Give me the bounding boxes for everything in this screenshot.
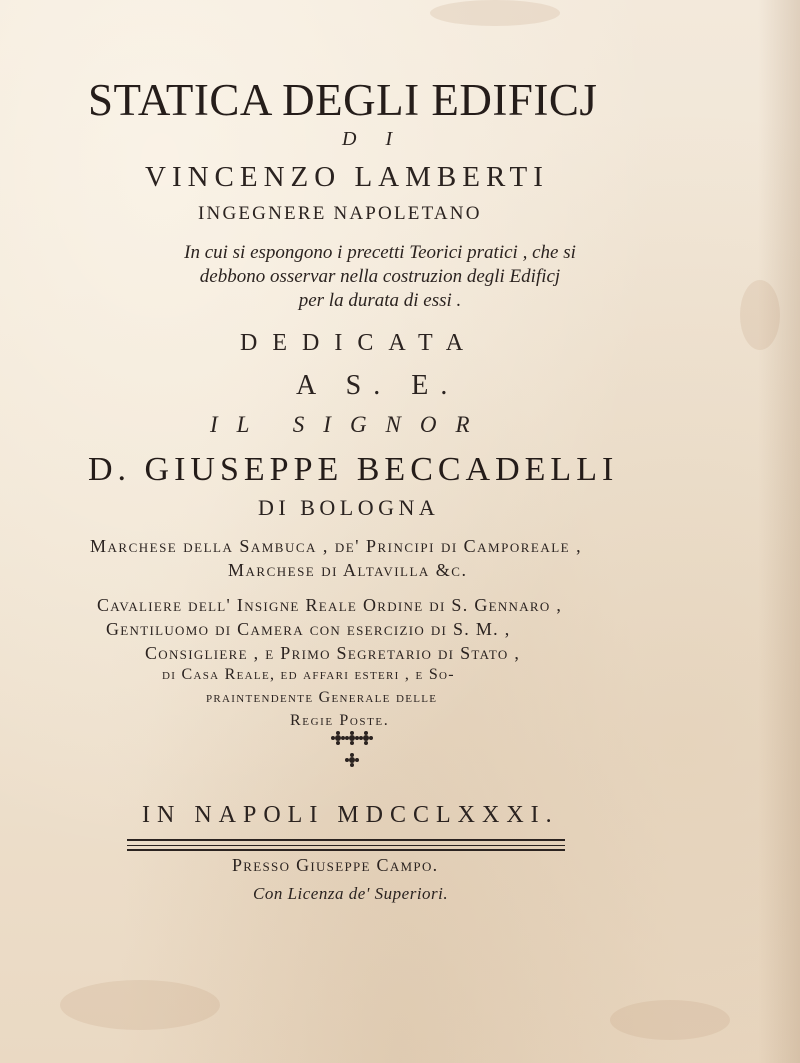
paper-stain xyxy=(430,0,560,26)
divider-rule xyxy=(127,845,565,846)
title-line: Marchese della Sambuca , de' Principi di Camporeale , xyxy=(90,536,583,556)
divider-rule xyxy=(127,839,565,841)
title-line: Consigliere , e Primo Segretario di Stato , xyxy=(145,643,521,663)
dedicatee-origin: DI BOLOGNA xyxy=(258,495,440,520)
paper-stain xyxy=(60,980,220,1030)
by-word: D I xyxy=(342,128,405,150)
divider-rule xyxy=(127,849,565,851)
title-line: Marchese di Altavilla &c. xyxy=(228,560,468,580)
author-profession: INGEGNERE NAPOLETANO xyxy=(198,203,482,224)
printers-ornament xyxy=(0,728,800,778)
imprint-city-date: IN NAPOLI MDCCLXXXI. xyxy=(142,802,559,828)
book-title: STATICA DEGLI EDIFICJ xyxy=(88,75,598,125)
author-name: VINCENZO LAMBERTI xyxy=(145,161,549,193)
title-line: Cavaliere dell' Insigne Reale Ordine di S. Gennaro , xyxy=(97,595,563,615)
paper-stain xyxy=(610,1000,730,1040)
title-line: praintendente Generale delle xyxy=(206,689,438,706)
printer-name: Presso Giuseppe Campo. xyxy=(232,855,439,875)
dedication-heading: DEDICATA xyxy=(240,330,479,356)
description-line: debbono osservar nella costruzion degli Edificj xyxy=(199,266,561,287)
honorific: A S. E. xyxy=(296,370,460,401)
fleuron-icon xyxy=(331,731,373,767)
description-line: per la durata di essi . xyxy=(298,290,462,311)
signor-line: IL SIGNOR xyxy=(210,412,489,437)
page-edge-shadow xyxy=(758,0,800,1063)
subtitle-description xyxy=(130,241,630,313)
description-line: In cui si espongono i precetti Teorici pratici , che si xyxy=(184,242,576,263)
licence-line: Con Licenza de' Superiori. xyxy=(253,884,449,903)
title-line: Regie Poste. xyxy=(290,712,390,729)
title-line: di Casa Reale, ed affari esteri , e So- xyxy=(162,666,455,683)
dedicatee-name: D. GIUSEPPE BECCADELLI xyxy=(88,451,619,488)
title-line: Gentiluomo di Camera con esercizio di S. M. , xyxy=(106,619,511,639)
